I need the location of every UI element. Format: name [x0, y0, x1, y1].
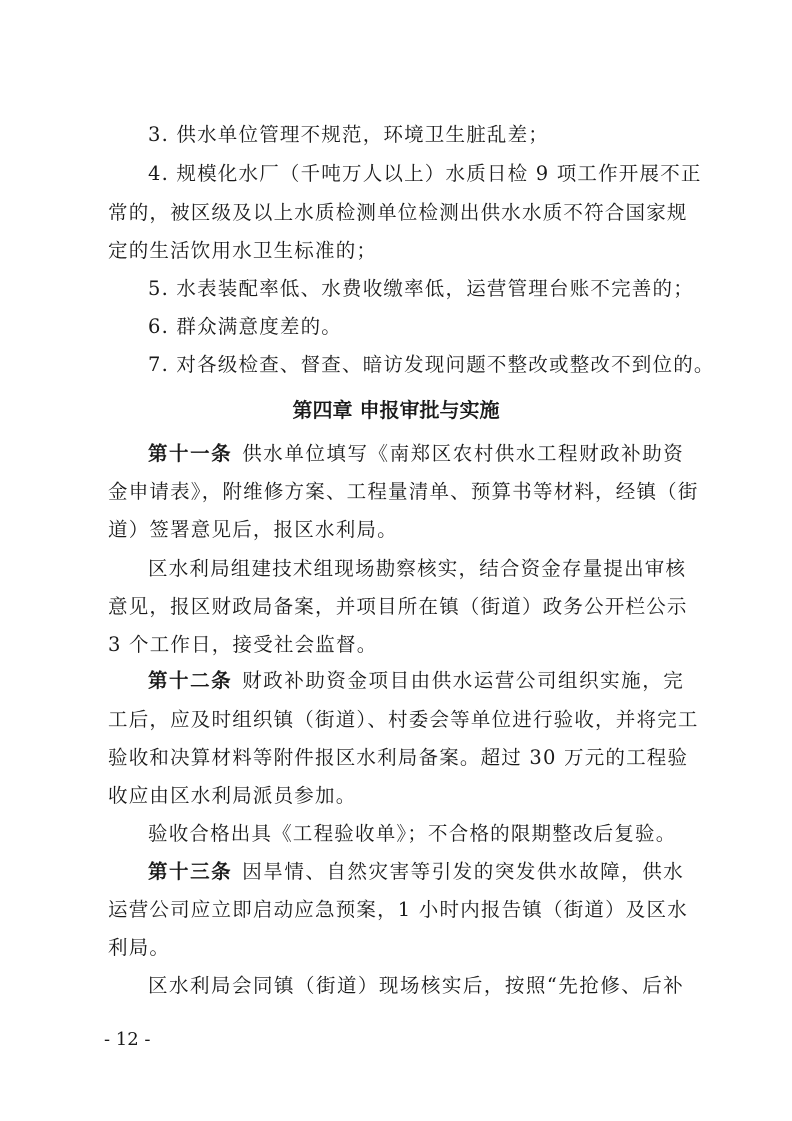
article-13-p2-line-1: 区水利局会同镇（街道）现场核实后，按照“先抢修、后补	[148, 974, 684, 997]
article-12-line-3: 验收和决算材料等附件报区水利局备案。超过 30 万元的工程验	[108, 746, 689, 769]
chapter-title: 第四章 申报审批与实施	[292, 398, 500, 422]
article-12-label: 第十二条	[148, 669, 233, 692]
article-12-p2: 验收合格出具《工程验收单》；不合格的限期整改后复验。	[148, 822, 677, 845]
article-11-line-3: 道）签署意见后，报区水利局。	[108, 518, 398, 541]
page-number: - 12 -	[104, 1029, 151, 1050]
list-item-5: 5. 水表装配率低、水费收缴率低，运营管理台账不完善的；	[148, 277, 694, 300]
article-11-label: 第十一条	[148, 442, 233, 465]
article-12-line-1: 第十二条 财政补助资金项目由供水运营公司组织实施，完	[148, 669, 684, 692]
article-13-label: 第十三条	[148, 860, 233, 883]
list-item-3: 3. 供水单位管理不规范，环境卫生脏乱差；	[148, 123, 550, 146]
article-11-p2-line-3: 3 个工作日，接受社会监督。	[108, 633, 378, 656]
article-13-line-2: 运营公司应立即启动应急预案，1 小时内报告镇（街道）及区水	[108, 898, 688, 921]
article-11-p2-line-2: 意见，报区财政局备案，并项目所在镇（街道）政务公开栏公示	[108, 595, 688, 618]
article-13-line-1: 第十三条 因旱情、自然灾害等引发的突发供水故障，供水	[148, 860, 684, 883]
list-item-4-line-2: 常的，被区级及以上水质检测单位检测出供水水质不符合国家规	[108, 201, 688, 224]
article-11-line-1: 第十一条 供水单位填写《南郑区农村供水工程财政补助资	[148, 442, 684, 465]
article-13-line-3: 利局。	[108, 936, 171, 959]
article-11-line-2: 金申请表》，附维修方案、工程量清单、预算书等材料，经镇（街	[108, 480, 699, 503]
article-12-line-2: 工后，应及时组织镇（街道）、村委会等单位进行验收，并将完工	[108, 708, 699, 731]
list-item-7: 7. 对各级检查、督查、暗访发现问题不整改或整改不到位的。	[148, 353, 715, 376]
list-item-6: 6. 群众满意度差的。	[148, 315, 343, 338]
article-11-p2-line-1: 区水利局组建技术组现场勘察核实，结合资金存量提出审核	[148, 557, 687, 580]
article-12-line-4: 收应由区水利局派员参加。	[108, 784, 357, 807]
list-item-4-line-1: 4. 规模化水厂（千吨万人以上）水质日检 9 项工作开展不正	[148, 162, 702, 185]
list-item-4-line-3: 定的生活饮用水卫生标准的；	[108, 239, 378, 262]
